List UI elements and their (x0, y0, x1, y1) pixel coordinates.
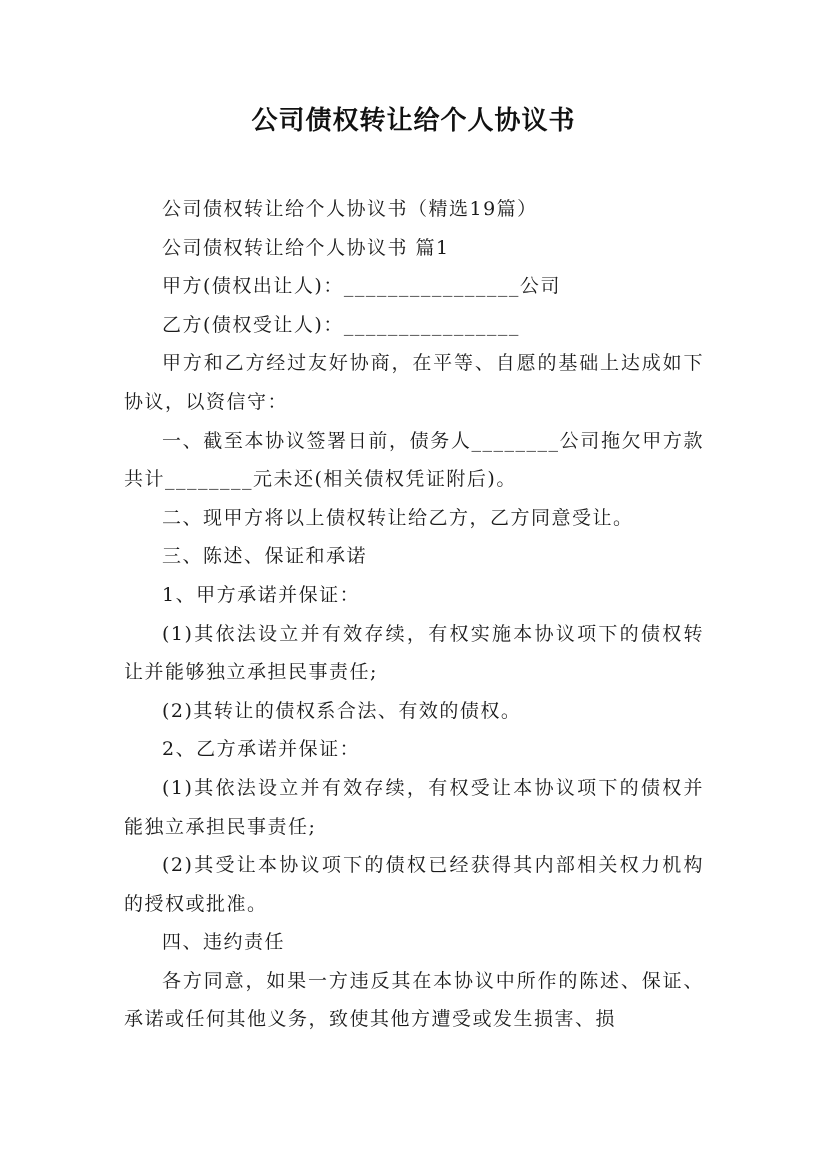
paragraph-party-a: 甲方(债权出让人)：________________公司 (162, 275, 561, 298)
paragraph-clause-1: 一、截至本协议签署日前，债务人________公司拖欠甲方款共计________元未还(相关债权凭证附后)。 (124, 429, 704, 491)
paragraph-section-heading: 公司债权转让给个人协议书 篇1 (162, 236, 450, 259)
paragraph-party-b: 乙方(债权受让人)：________________ (162, 313, 520, 336)
paragraph-clause-3-heading: 三、陈述、保证和承诺 (162, 545, 368, 568)
paragraph-intro: 甲方和乙方经过友好协商，在平等、自愿的基础上达成如下协议，以资信守： (124, 352, 704, 413)
paragraph-clause-3-1-a: (1)其依法设立并有效存续，有权实施本协议项下的债权转让并能够独立承担民事责任; (124, 622, 704, 684)
paragraph-clause-3-1-b: (2)其转让的债权系合法、有效的债权。 (162, 699, 522, 722)
paragraph-subtitle: 公司债权转让给个人协议书（精选19篇） (162, 198, 538, 220)
paragraph-clause-3-2-b: (2)其受让本协议项下的债权已经获得其内部相关权力机构的授权或批准。 (124, 854, 704, 915)
paragraph-clause-2: 二、现甲方将以上债权转让给乙方，乙方同意受让。 (162, 506, 634, 529)
document-body (124, 190, 704, 1039)
paragraph-clause-3-2-a: (1)其依法设立并有效存续，有权受让本协议项下的债权并能独立承担民事责任; (124, 776, 704, 838)
paragraph-clause-3-1: 1、甲方承诺并保证： (162, 583, 361, 606)
paragraph-clause-4-body: 各方同意，如果一方违反其在本协议中所作的陈述、保证、承诺或任何其他义务，致使其他方遭受或发生损害、损 (124, 969, 704, 1031)
paragraph-clause-4-heading: 四、违约责任 (162, 931, 286, 954)
document-title: 公司债权转让给个人协议书 (251, 106, 576, 136)
paragraph-clause-3-2: 2、乙方承诺并保证： (162, 738, 361, 761)
